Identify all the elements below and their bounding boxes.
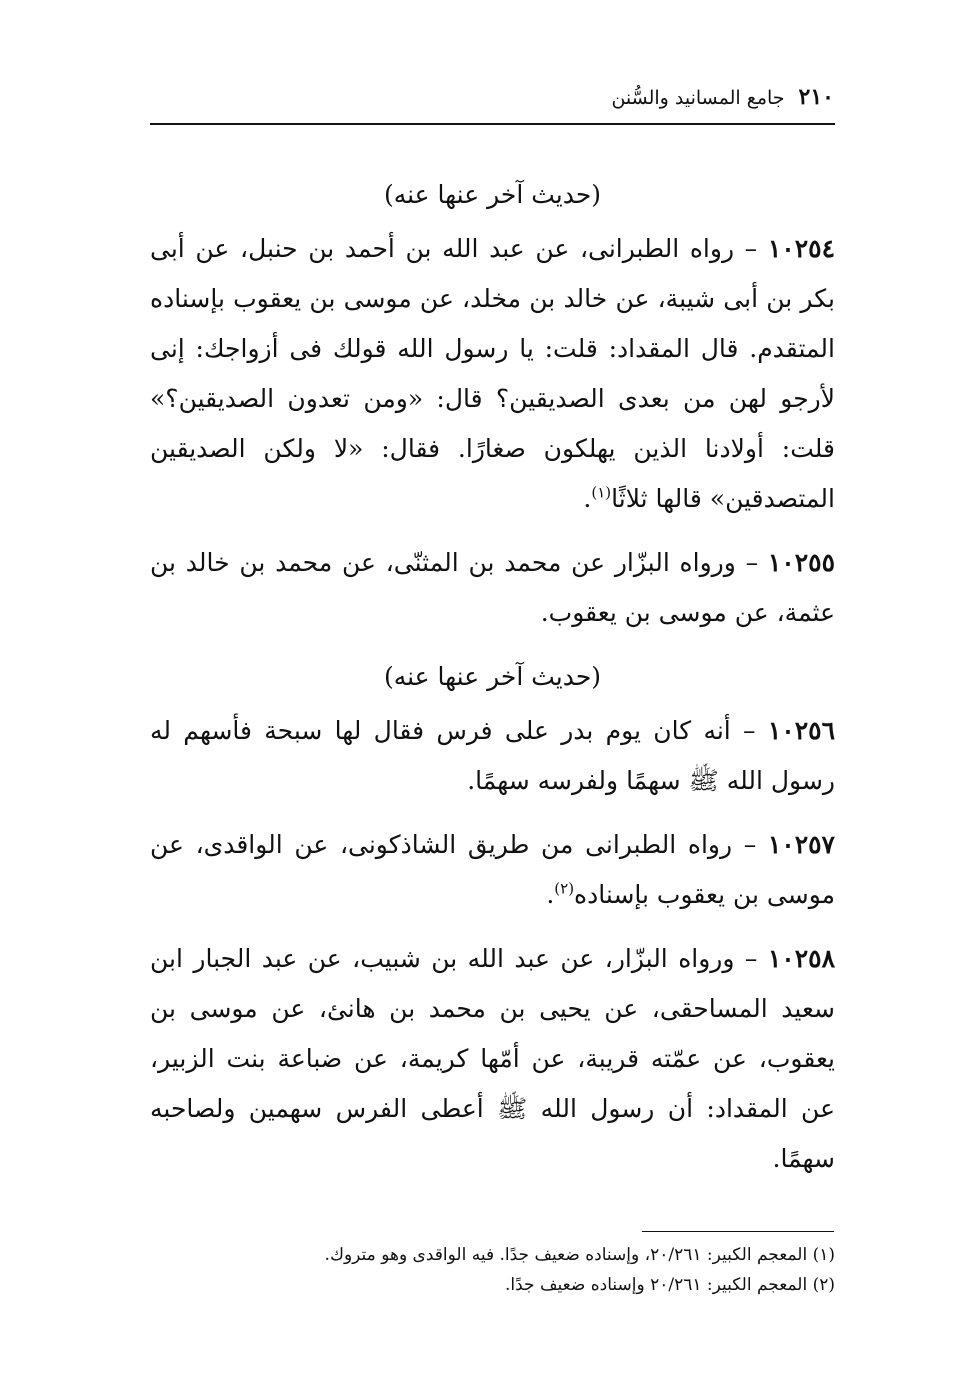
footnote-marker: (٢) <box>554 879 575 898</box>
end-punct: . <box>546 880 555 909</box>
hadith-number: ١٠٢٥٦ <box>767 716 835 745</box>
hadith-paragraph <box>150 934 835 1184</box>
hadith-paragraph <box>150 538 835 638</box>
footnote-marker: (١) <box>591 483 612 502</box>
dash: – <box>735 548 759 577</box>
header-rule <box>150 123 835 125</box>
page-number: ٢١٠ <box>798 84 834 110</box>
footnote-rule <box>642 1231 834 1232</box>
dash: – <box>732 830 757 859</box>
hadith-text: ورواه البزّار، عن عبد الله بن شبيب، عن عبد الجبار ابن سعيد المساحقى، عن يحيى بن محمد بن هانئ، عن موسى بن يعقوب، عن عمّته قريبة، عن أمّها كريمة، عن ضباعة بنت الزبير، عن المقداد: أن رسول الله ﷺ أعطى الفرس سهمين ولصاحبه سهمًا. <box>150 944 835 1173</box>
hadith-number: ١٠٢٥٤ <box>767 234 835 263</box>
dash: – <box>734 944 758 973</box>
section-heading: (حديث آخر عنها عنه) <box>383 180 602 209</box>
hadith-text: رواه الطبرانى من طريق الشاذكونى، عن الواقدى، عن موسى بن يعقوب بإسناده <box>150 830 835 909</box>
end-punct: . <box>583 484 592 513</box>
hadith-text: ورواه البزّار عن محمد بن المثنّى، عن محمد بن خالد بن عثمة، عن موسى بن يعقوب. <box>150 548 835 627</box>
footnote-1: (١) المعجم الكبير: ٢٠/٢٦١، وإسناده ضعيف جدًا. فيه الواقدى وهو متروك. <box>324 1245 835 1265</box>
section-heading: (حديث آخر عنها عنه) <box>383 662 602 691</box>
hadith-paragraph <box>150 820 835 920</box>
hadith-number: ١٠٢٥٧ <box>767 830 835 859</box>
main-text <box>150 170 835 1198</box>
dash: – <box>730 716 756 745</box>
hadith-text: رواه الطبرانى، عن عبد الله بن أحمد بن حنبل، عن أبى بكر بن أبى شيبة، عن خالد بن مخلد، عن موسى بن يعقوب بإسناده المتقدم. قال المقداد: قلت: يا رسول الله قولك فى أزواجك: إنى لأرجو لهن من بعدى الصديقين؟ قال: «ومن تعدون الصديقين؟» قلت: أولادنا الذين يهلكون صغارًا. فقال: «لا ولكن الصديقين المتصدقين» قالها ثلاثًا <box>150 234 835 513</box>
hadith-number: ١٠٢٥٨ <box>767 944 836 973</box>
footnote-2: (٢) المعجم الكبير: ٢٠/٢٦١ وإسناده ضعيف جدًا. <box>504 1275 835 1295</box>
footnotes <box>150 1240 835 1300</box>
hadith-number: ١٠٢٥٥ <box>767 548 835 577</box>
hadith-paragraph <box>150 706 835 806</box>
dash: – <box>734 234 758 263</box>
running-header <box>150 84 834 110</box>
hadith-text: أنه كان يوم بدر على فرس فقال لها سبحة فأسهم له رسول الله ﷺ سهمًا ولفرسه سهمًا. <box>150 716 835 795</box>
book-title: جامع المسانيد والسُّنن <box>611 87 785 109</box>
hadith-paragraph <box>150 224 835 524</box>
